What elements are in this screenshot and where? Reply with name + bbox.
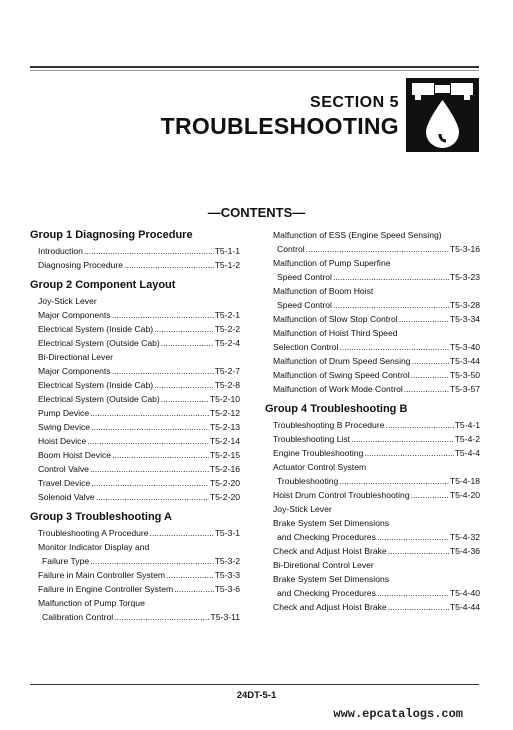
toc-entry-label: Electrical System (Inside Cab) xyxy=(38,380,154,390)
toc-entry-page: T5-2-1 xyxy=(214,310,240,320)
toc-entry-label: Malfunction of Slow Stop Control xyxy=(273,314,398,324)
leader-dots xyxy=(377,586,449,600)
toc-entry-label: Swing Device xyxy=(38,422,91,432)
toc-entry-label: Malfunction of Drum Speed Sensing xyxy=(273,356,411,366)
toc-entry[interactable] xyxy=(265,312,480,326)
leader-dots xyxy=(404,382,449,396)
toc-subheading: Brake System Set Dimensions xyxy=(273,518,390,528)
toc-entry-page: T5-3-50 xyxy=(449,370,480,380)
toc-entry-page: T5-4-44 xyxy=(449,602,480,612)
toc-entry-label: Malfunction of Swing Speed Control xyxy=(273,370,410,380)
toc-entry[interactable] xyxy=(30,434,240,448)
toc-entry-label: Travel Device xyxy=(38,478,91,488)
leader-dots xyxy=(91,420,209,434)
toc-entry[interactable] xyxy=(265,446,480,460)
toc-subheading: Malfunction of Boom Hoist xyxy=(273,286,374,296)
toc-entry-label: Diagnosing Procedure xyxy=(38,260,124,270)
toc-entry-page: T5-2-15 xyxy=(209,450,240,460)
leader-dots xyxy=(112,308,214,322)
leader-dots xyxy=(333,270,449,284)
toc-entry-page: T5-2-14 xyxy=(209,436,240,446)
toc-entry-label: and Checking Procedures xyxy=(277,532,376,542)
toc-entry-label: Troubleshooting List xyxy=(273,434,351,444)
leader-dots xyxy=(306,242,449,256)
toc-entry-page: T5-2-16 xyxy=(209,464,240,474)
toc-entry-label: Troubleshooting B Procedure xyxy=(273,420,385,430)
leader-dots xyxy=(161,336,214,350)
toc-entry[interactable] xyxy=(30,582,240,596)
toc-entry-page: T5-2-4 xyxy=(214,338,240,348)
toc-entry-label: Major Components xyxy=(38,366,111,376)
toc-entry[interactable] xyxy=(265,586,480,600)
toc-entry-label: and Checking Procedures xyxy=(277,588,376,598)
toc-entry[interactable] xyxy=(265,242,480,256)
toc-entry-page: T5-2-20 xyxy=(209,492,240,502)
toc-entry[interactable] xyxy=(30,554,240,568)
leader-dots xyxy=(90,406,209,420)
toc-subheading: Brake System Set Dimensions xyxy=(273,574,390,584)
leader-dots xyxy=(154,378,214,392)
toc-entry-label: Check and Adjust Hoist Brake xyxy=(273,602,387,612)
toc-entry[interactable] xyxy=(30,378,240,392)
toc-entry[interactable] xyxy=(30,336,240,350)
toc-entry-page: T5-2-8 xyxy=(214,380,240,390)
toc-entry[interactable] xyxy=(30,244,240,258)
toc-entry-page: T5-3-44 xyxy=(449,356,480,366)
toc-entry-page: T5-2-2 xyxy=(214,324,240,334)
group-heading: Group 1 Diagnosing Procedure xyxy=(30,229,193,241)
toc-entry[interactable] xyxy=(30,476,240,490)
toc-entry[interactable] xyxy=(30,406,240,420)
toc-entry-page: T5-3-16 xyxy=(449,244,480,254)
leader-dots xyxy=(377,530,449,544)
leader-dots xyxy=(412,354,449,368)
toc-entry-label: Hoist Drum Control Troubleshooting xyxy=(273,490,410,500)
toc-entry-page: T5-3-11 xyxy=(210,612,240,622)
leader-dots xyxy=(351,432,454,446)
toc-entry-page: T5-3-40 xyxy=(449,342,480,352)
leader-dots xyxy=(411,488,449,502)
group-heading: Group 2 Component Layout xyxy=(30,279,176,291)
leader-dots xyxy=(411,368,449,382)
toc-subheading: Monitor Indicator Display and xyxy=(38,542,150,552)
toc-subheading: Malfunction of Hoist Third Speed xyxy=(273,328,398,338)
toc-entry-page: T5-4-20 xyxy=(449,490,480,500)
toc-entry-label: Check and Adjust Hoist Brake xyxy=(273,546,387,556)
leader-dots xyxy=(166,568,214,582)
leader-dots xyxy=(154,322,214,336)
toc-entry[interactable] xyxy=(30,420,240,434)
toc-subheading: Malfunction of Pump Torque xyxy=(38,598,145,608)
toc-subheading: Malfunction of ESS (Engine Speed Sensing) xyxy=(273,230,442,240)
toc-entry[interactable] xyxy=(30,448,240,462)
leader-dots xyxy=(90,462,209,476)
toc-entry-page: T5-3-23 xyxy=(449,272,480,282)
toc-entry-page: T5-2-20 xyxy=(209,478,240,488)
toc-subheading: Bi-Diretional Control Lever xyxy=(273,560,374,570)
toc-entry[interactable] xyxy=(265,600,480,614)
toc-entry-label: Troubleshooting A Procedure xyxy=(38,528,149,538)
toc-entry[interactable] xyxy=(30,610,240,624)
toc-entry[interactable] xyxy=(265,270,480,284)
toc-entry-label: Solenoid Valve xyxy=(38,492,95,502)
leader-dots xyxy=(114,610,209,624)
toc-entry-label: Failure in Engine Controller System xyxy=(38,584,174,594)
toc-entry-label: Electrical System (Outside Cab) xyxy=(38,338,160,348)
group-heading: Group 3 Troubleshooting A xyxy=(30,511,172,523)
toc-entry-page: T5-4-32 xyxy=(449,532,480,542)
leader-dots xyxy=(150,526,214,540)
toc-left-column xyxy=(30,228,240,624)
toc-entry-page: T5-3-3 xyxy=(214,570,240,580)
header-rule-thin xyxy=(30,70,479,71)
toc-entry-page: T5-4-2 xyxy=(454,434,480,444)
toc-entry-page: T5-4-4 xyxy=(454,448,480,458)
toc-entry-label: Control xyxy=(277,244,305,254)
leader-dots xyxy=(385,418,453,432)
toc-entry[interactable] xyxy=(265,382,480,396)
toc-subheading: Joy-Stick Lever xyxy=(273,504,332,514)
leader-dots xyxy=(87,434,209,448)
toc-entry[interactable] xyxy=(30,258,240,272)
leader-dots xyxy=(124,258,214,272)
toc-entry[interactable] xyxy=(265,298,480,312)
toc-entry[interactable] xyxy=(265,544,480,558)
watermark: www.epcatalogs.com xyxy=(333,707,463,721)
section-title: TROUBLESHOOTING xyxy=(160,113,399,139)
toc-entry-page: T5-2-13 xyxy=(209,422,240,432)
toc-subheading: Malfunction of Pump Superfine xyxy=(273,258,391,268)
leader-dots xyxy=(84,244,214,258)
contents-heading: —CONTENTS— xyxy=(207,205,306,220)
toc-entry-label: Selection Control xyxy=(273,342,339,352)
toc-entry-page: T5-1-2 xyxy=(214,260,240,270)
toc-entry-label: Calibration Control xyxy=(42,612,114,622)
leader-dots xyxy=(399,312,449,326)
toc-subheading: Actuator Control System xyxy=(273,462,367,472)
leader-dots xyxy=(388,544,449,558)
toc-entry-label: Control Valve xyxy=(38,464,89,474)
toc-entry[interactable] xyxy=(30,364,240,378)
toc-entry-page: T5-3-57 xyxy=(449,384,480,394)
toc-entry-page: T5-3-1 xyxy=(214,528,240,538)
toc-entry-page: T5-2-12 xyxy=(209,408,240,418)
toc-entry[interactable] xyxy=(265,368,480,382)
toc-entry[interactable] xyxy=(30,526,240,540)
leader-dots xyxy=(91,476,209,490)
toc-entry-page: T5-3-6 xyxy=(214,584,240,594)
toc-entry[interactable] xyxy=(265,530,480,544)
toc-entry-label: Malfunction of Work Mode Control xyxy=(273,384,403,394)
toc-entry[interactable] xyxy=(30,568,240,582)
toc-entry-page: T5-4-36 xyxy=(449,546,480,556)
toc-entry-label: Hoist Device xyxy=(38,436,87,446)
toc-entry[interactable] xyxy=(30,462,240,476)
toc-entry-label: Pump Device xyxy=(38,408,90,418)
leader-dots xyxy=(333,298,449,312)
toc-entry-label: Speed Control xyxy=(277,272,332,282)
leader-dots xyxy=(96,490,209,504)
leader-dots xyxy=(339,474,449,488)
toc-entry[interactable] xyxy=(265,432,480,446)
header-rule xyxy=(30,66,479,68)
leader-dots xyxy=(112,364,214,378)
toc-entry-page: T5-3-2 xyxy=(214,556,240,566)
toc-entry-page: T5-4-1 xyxy=(454,420,480,430)
toc-entry-page: T5-3-28 xyxy=(449,300,480,310)
toc-entry-label: Speed Control xyxy=(277,300,332,310)
leader-dots xyxy=(364,446,453,460)
toc-entry[interactable] xyxy=(265,474,480,488)
toc-entry-label: Electrical System (Outside Cab) xyxy=(38,394,160,404)
toc-entry-label: Failure Type xyxy=(42,556,90,566)
toc-entry[interactable] xyxy=(265,488,480,502)
toc-entry[interactable] xyxy=(30,392,240,406)
leader-dots xyxy=(161,392,209,406)
leader-dots xyxy=(339,340,448,354)
toc-subheading: Bi-Directional Lever xyxy=(38,352,113,362)
toc-subheading: Joy-Stick Lever xyxy=(38,296,97,306)
toc-entry[interactable] xyxy=(30,308,240,322)
toc-entry-label: Engine Troubleshooting xyxy=(273,448,364,458)
toc-entry-label: Major Components xyxy=(38,310,111,320)
section-number: SECTION 5 xyxy=(310,94,399,111)
toc-entry-page: T5-3-34 xyxy=(449,314,480,324)
hydraulic-drop-icon xyxy=(406,78,479,152)
toc-entry-page: T5-2-7 xyxy=(214,366,240,376)
toc-entry-label: Electrical System (Inside Cab) xyxy=(38,324,154,334)
toc-entry[interactable] xyxy=(265,354,480,368)
toc-entry-page: T5-2-10 xyxy=(209,394,240,404)
toc-right-column xyxy=(265,228,480,614)
toc-entry[interactable] xyxy=(265,340,480,354)
toc-entry-label: Failure in Main Controller System xyxy=(38,570,166,580)
toc-entry-label: Introduction xyxy=(38,246,83,256)
footer-rule xyxy=(30,684,479,685)
leader-dots xyxy=(112,448,209,462)
toc-entry-label: Troubleshooting xyxy=(277,476,339,486)
leader-dots xyxy=(388,600,449,614)
toc-entry-page: T5-4-18 xyxy=(449,476,480,486)
toc-entry[interactable] xyxy=(30,490,240,504)
page-number: 24DT-5-1 xyxy=(236,690,277,701)
group-heading: Group 4 Troubleshooting B xyxy=(265,403,408,415)
toc-entry[interactable] xyxy=(265,418,480,432)
leader-dots xyxy=(90,554,214,568)
toc-entry[interactable] xyxy=(30,322,240,336)
toc-entry-label: Boom Hoist Device xyxy=(38,450,112,460)
toc-entry-page: T5-1-1 xyxy=(214,246,240,256)
toc-entry-page: T5-4-40 xyxy=(449,588,480,598)
leader-dots xyxy=(174,582,214,596)
